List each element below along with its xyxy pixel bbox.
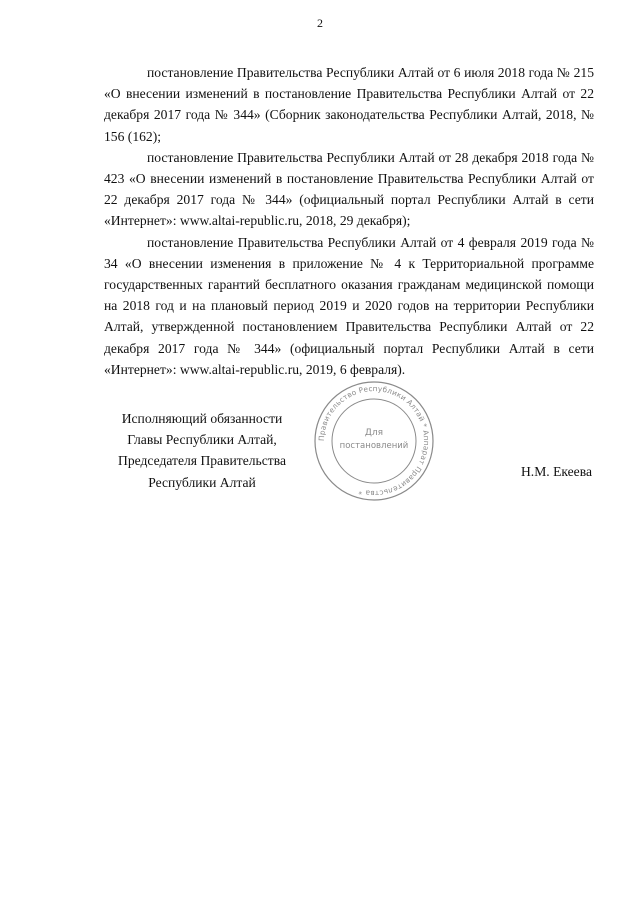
- stamp-center-line-1: Для: [364, 428, 384, 438]
- signer-title-line-1: Исполняющий обязанности: [121, 411, 283, 426]
- document-body: [104, 62, 594, 380]
- official-stamp: [313, 380, 435, 502]
- stamp-ring-text: Правительство Республики Алтай * Аппарат Правительства *: [316, 383, 432, 499]
- paragraph-2: постановление Правительства Республики Алтай от 28 декабря 2018 года № 423 «О внесении изменений в постановление Правительства Республики Алтай от 22 декабря 2017 года № 344» (официальный портал Республики Алтай в сети «Интернет»: www.altai-republic.ru, 2018, 29 декабря);: [104, 149, 594, 229]
- paragraph-3: постановление Правительства Республики Алтай от 4 февраля 2019 года № 34 «О внесении изменения в приложение № 4 к Территориальной программе государственных гарантий бесплатного оказания гражданам медицинской помощи на 2018 год и на плановый период 2019 и 2020 годов на территории Республики Алтай, утвержденной постановлением Правительства Республики Алтай от 22 декабря 2017 года № 344» (официальный портал Республики Алтай в сети «Интернет»: www.altai-republic.ru, 2019, 6 февраля).: [104, 234, 594, 377]
- page-number: 2: [317, 16, 323, 30]
- signer-title-line-4: Республики Алтай: [148, 474, 256, 490]
- signer-name: Н.М. Екеева: [520, 464, 592, 479]
- stamp-center-line-2: постановлений: [339, 441, 409, 451]
- signer-title-line-2: Главы Республики Алтай,: [127, 432, 277, 448]
- signer-title-line-3: Председателя Правительства: [118, 453, 286, 469]
- paragraph-1: постановление Правительства Республики Алтай от 6 июля 2018 года № 215 «О внесении изменений в постановление Правительства Республики Алтай от 22 декабря 2017 года № 344» (Сборник законодательства Республики Алтай, 2018, № 156 (162);: [104, 65, 594, 144]
- signer-title-block: [104, 408, 300, 493]
